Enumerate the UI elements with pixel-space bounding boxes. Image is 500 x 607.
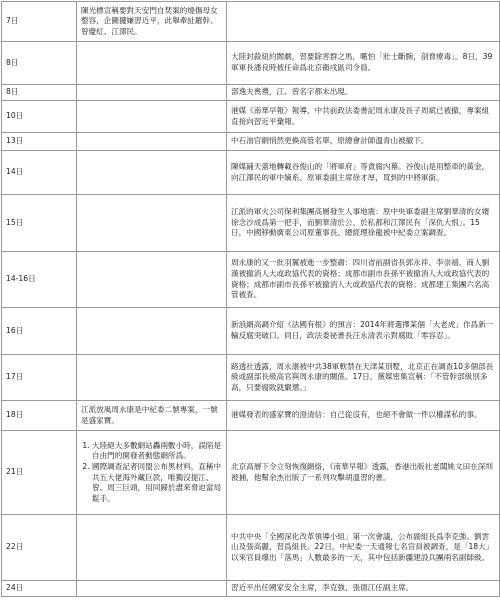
mid-cell	[77, 151, 227, 195]
table-row	[2, 252, 500, 308]
table-row	[2, 308, 500, 355]
right-cell	[227, 2, 500, 42]
mid-cell	[77, 101, 227, 133]
right-cell: 部逸夫喪禮，江、曾名字都未出現。	[227, 85, 500, 101]
right-cell: 新浪網高調介紹《法國有根》的預言：2014年將選擇某個「大老虎」作爲新一輪反腐突破口。同日，政法委祕書長汪永清表示對腐敗「零容忍」。	[227, 308, 500, 355]
date-cell: 24日	[2, 581, 77, 597]
table-row	[2, 401, 500, 431]
list-item: 2. 國際調查記者同盟公布黑材料，直稱中共五大佬海外藏巨款，唯獨沒提江、曾、周三巨頭，用同歸於盡來脅迫當局鬆手。	[92, 462, 222, 504]
note-list	[81, 441, 222, 505]
right-cell: 江派的軍火公司保利集團高層發生人事地震：原中央軍委副主席劉華清的女婿徐念沙成爲第一把手，而劉華清於公、於私都和江澤民有「深仇大恨」。15日，中國移動廣東公司原董事長、總經理徐龍被中紀委立案調查。	[227, 195, 500, 252]
mid-cell	[77, 133, 227, 151]
mid-cell	[77, 515, 227, 581]
date-cell: 17日	[2, 355, 77, 401]
right-cell: 港媒發表的盛家寶的澄清信：自己從沒有，也絕不會做一件以權謀私的事。	[227, 401, 500, 431]
table-row	[2, 42, 500, 85]
right-cell: 習近平出任國家安全主席，李克強、張德江任副主席。	[227, 581, 500, 597]
date-cell: 16日	[2, 308, 77, 355]
date-cell: 22日	[2, 515, 77, 581]
right-cell: 港媒《南華早報》報導，中共前政法委書記周永康及長子周斌已被撤，專案組直接向習近平彙報。	[227, 101, 500, 133]
date-cell: 21日	[2, 431, 77, 515]
table-row	[2, 2, 500, 42]
mid-cell	[77, 308, 227, 355]
table-row	[2, 581, 500, 597]
date-cell: 10日	[2, 101, 77, 133]
timeline-table	[1, 1, 500, 597]
date-cell: 8日	[2, 85, 77, 101]
table-row	[2, 355, 500, 401]
mid-cell	[77, 85, 227, 101]
right-cell: 中石油官網悄然更換高管名單，原總會計師溫青山被撤下。	[227, 133, 500, 151]
right-cell: 中共中央「全國深化改革領導小組」第一次會議，公布副組長爲李克強、劉雲山及張高麗，習爲組長。22日，中紀委一天通報七名官員被調查，是「18大」以來官員爆出「落馬」人數最多的一天，其中包括新疆建設兵團兩名副師級。	[227, 515, 500, 581]
table-row	[2, 195, 500, 252]
right-cell: 周永康的又一批羽翼被進一步整肅：四川省前副省長郭永祥、李崇禧，商人劉漢被撤消人大或政協代表的資格；成都市副市長孫平被撤消人大或政協代表的資格；成都市副市長孫平被撤消人大或政協代表的資格；成都建工集團六名高管被查。	[227, 252, 500, 308]
date-cell: 14-16日	[2, 252, 77, 308]
table-row	[2, 85, 500, 101]
date-cell: 14日	[2, 151, 77, 195]
mid-cell	[77, 252, 227, 308]
table-row	[2, 101, 500, 133]
mid-cell	[77, 195, 227, 252]
date-cell: 13日	[2, 133, 77, 151]
right-cell: 大陸封殺紐約閬劇，習要除害群之馬，暱怕「壯士斷腕，剖脅療毒」。8日，39軍軍長潘良時被任命爲北京衛戍區司令員。	[227, 42, 500, 85]
mid-cell	[77, 581, 227, 597]
right-cell: 路透社透露，周永康被中共38軍軟禁在天津某別墅，北京正在調查10多個部長級或副部長級高官與周永康的關係。17日，黨媒密集宣稱：「不管幹部級別多高，只要腐敗就嚴懲。」	[227, 355, 500, 401]
date-cell: 7日	[2, 2, 77, 42]
table-row	[2, 515, 500, 581]
table-row	[2, 151, 500, 195]
date-cell: 15日	[2, 195, 77, 252]
list-item: 1. 大陸絕大多數網站轟兩數小時，誤陷是自由門的開發者動態網所爲。	[92, 441, 222, 462]
date-cell: 8日	[2, 42, 77, 85]
mid-cell: 陳光標宣稱要對天安門自焚案的燒傷母女整容，企圖擺嫌習近平，此舉牽扯羅幹、曾慶紅、江澤民。	[77, 2, 227, 42]
mid-cell	[77, 431, 227, 515]
table-row	[2, 431, 500, 515]
table-row	[2, 133, 500, 151]
date-cell: 18日	[2, 401, 77, 431]
mid-cell	[77, 355, 227, 401]
right-cell: 北京高層下令立刻恢復網絡，《南華早報》透露，香港出版社老闆姚文田在深圳被捕，他幫余杰出版了一系列攻擊胡溫習的書。	[227, 431, 500, 515]
mid-cell	[77, 42, 227, 85]
mid-cell: 江派放風周永康是中紀委二號專案，一號是盛家寶。	[77, 401, 227, 431]
timeline-body	[2, 2, 500, 597]
right-cell: 陳媒鋪天蓋地轉載谷俊山的「將軍府」等貪腐內幕。谷俊山是用整車的黃金，向江澤民的軍中嫡系、原軍委副主席徐才厚，買到的中將軍銜。	[227, 151, 500, 195]
